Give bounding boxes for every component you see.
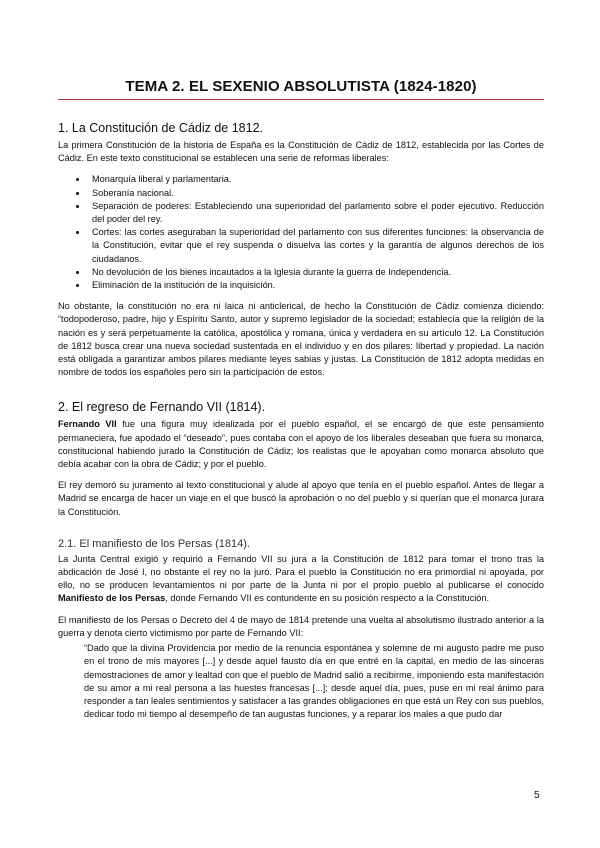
bold-term: Manifiesto de los Persas [58, 593, 166, 604]
section-heading: 1. La Constitución de Cádiz de 1812. [58, 121, 263, 135]
list-item: • Soberanía nacional. [88, 187, 544, 200]
paragraph: No obstante, la constitución no era ni laica ni anticlerical, de hecho la Constitución de Cádiz comienza diciendo: “todopoderoso, padre, hijo y Espíritu Santo, autor y supremo legislador de la sociedad; establecía que la religión de la nación es y será perpetuamente la católica, apostólica y romana, única y verdadera en su artículo 12. La Constitución de 1812 busca crear una nueva sociedad sustentada en el individuo y en dos pilares: libertad y propiedad. La nación está obligada a garantizar ambos pilares mediante leyes sabias y justas. La Constitución de 1812 adopta medidas en nombre de todos los españoles pero sin la participación de estos. [58, 301, 544, 378]
section-constitucion-cadiz [58, 120, 544, 379]
paragraph: Fernando VII fue una figura muy idealizada por el pueblo español, el se encargó de que este pensamiento permaneciera, fue apodado el “deseado”, pues contaba con el apoyo de los liberales deseaban que fuera su monarca, constitucional habiendo jurado la Constitución de Cádiz; los realistas que le apoyaban como monarca absoluto que debía acabar con la obra de Cádiz; y por el pueblo. [58, 419, 544, 470]
list-item: • No devolución de los bienes incautados a la Iglesia durante la guerra de Independencia. [88, 266, 544, 279]
list-item: • Cortes: las cortes aseguraban la superioridad del parlamento con sus diferentes funciones: la observancia de la Constitución, evitar que el rey suspenda o disuelva las cortes y la garantía de algunos derechos de los ciudadanos. [88, 226, 544, 266]
list-item: • Separación de poderes: Estableciendo una superioridad del parlamento sobre el poder ejecutivo. Reducción del poder del rey. [88, 200, 544, 226]
paragraph: El rey demoró su juramento al texto constitucional y alude al apoyo que tenía en el pueblo español. Antes de llegar a Madrid se encarga de hacer un viaje en el que buscó la aprobación o no del pueblo y si querían que el monarca jurara la Constitución. [58, 480, 544, 517]
subsection-heading: 2.1. El manifiesto de los Persas (1814). [58, 537, 250, 550]
bold-term: Fernando VII [58, 419, 117, 430]
paragraph: El manifiesto de los Persas o Decreto del 4 de mayo de 1814 pretende una vuelta al absolutismo ilustrado anterior a la guerra y denota cierto victimismo por parte de Fernando VII: [58, 614, 544, 638]
title-divider [58, 99, 544, 100]
page-title: TEMA 2. EL SEXENIO ABSOLUTISTA (1824-1820) [125, 78, 477, 95]
document-body [58, 120, 544, 721]
reform-list [58, 173, 544, 292]
paragraph: La primera Constitución de la historia de España es la Constitución de Cádiz de 1812, establecida por las Cortes de Cádiz. En este texto constitucional se establecen una serie de reformas liberales: [58, 140, 544, 164]
section-regreso-fernando [58, 399, 544, 518]
block-quote: “Dado que la divina Providencia por medio de la renuncia espontánea y solemne de mi augusto padre me puso en el trono de mis mayores [...] y desde aquel fausto día en que entré en la capital, en medio de las sinceras demostraciones de amor y lealtad con que el pueblo de Madrid salió a recibirme, imponiendo esta manifestación de su amor a mi real persona a las huestes francesas [...]; desde aquel día, pues, puse en mi real ánimo para responder a tan leales sentimientos y satisfacer a las grandes obligaciones en que está un Rey con sus pueblos, dedicar todo mi tiempo al desempeño de tan augustas funciones, y a reparar los males a que pudo dar [84, 643, 544, 720]
section-heading: 2. El regreso de Fernando VII (1814). [58, 400, 266, 415]
section-manifiesto-persas [58, 537, 544, 721]
list-item: • Eliminación de la institución de la inquisición. [88, 279, 544, 292]
page-number: 5 [534, 790, 540, 801]
paragraph: La Junta Central exigió y requirió a Fernando VII su jura a la Constitución de 1812 para tomar el trono tras la abdicación de José I, no obstante el rey no la juró. Para el pueblo la Constitución no era primordial ni apoyada, por ello, no se producen levantamientos ni por parte de la Junta ni por el propio pueblo al publicarse el conocido Manifiesto de los Persas, donde Fernando VII es contundente en su posición respecto a la Constitución. [58, 553, 544, 604]
list-item: • Monarquía liberal y parlamentaria. [88, 173, 544, 186]
